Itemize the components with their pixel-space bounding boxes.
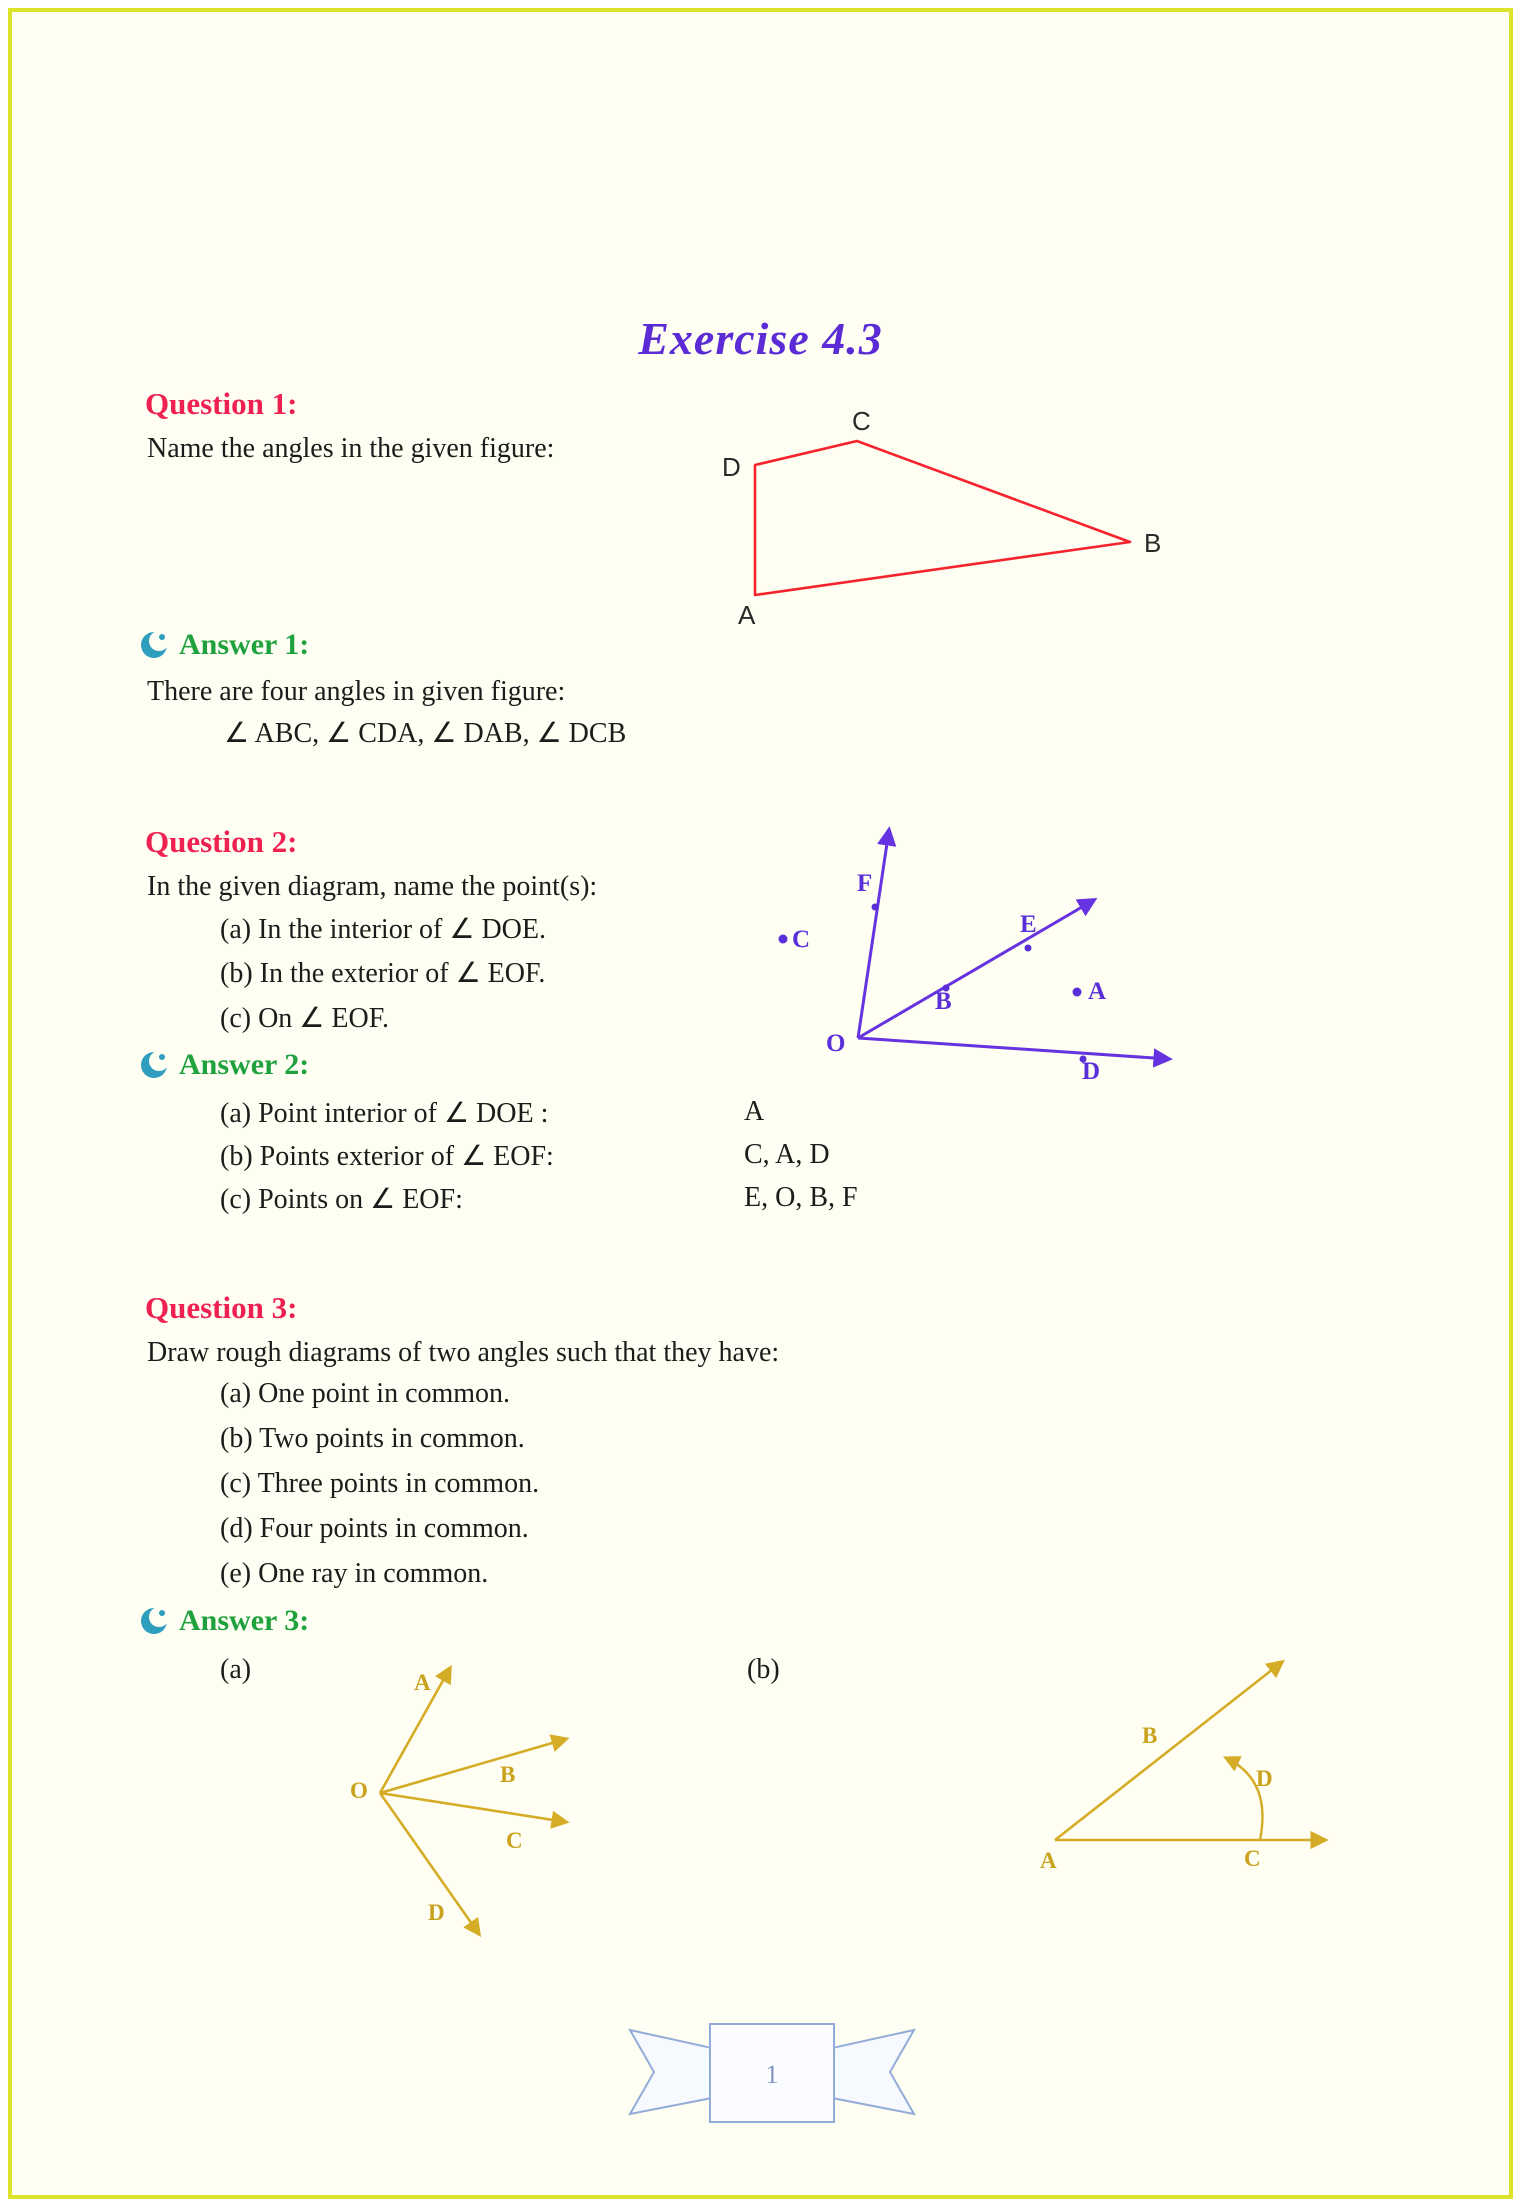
ray-OE (858, 900, 1094, 1038)
fig1-label-C: C (852, 406, 871, 436)
point-A-dot (1073, 988, 1082, 997)
answer-3-heading-row (140, 1604, 309, 1638)
answer-1-line2: ∠ ABC, ∠ CDA, ∠ DAB, ∠ DCB (224, 718, 627, 749)
answer-1-line1: There are four angles in given figure: (147, 676, 566, 707)
answer-3-sub-b: (b) (747, 1654, 780, 1685)
fig3b-label-C: C (1244, 1846, 1261, 1871)
fig2-label-A: A (1088, 978, 1107, 1005)
answer-2-row-c-value: E, O, B, F (744, 1182, 858, 1213)
ray-OB (380, 1739, 566, 1793)
answer-1-heading-row (140, 628, 309, 662)
answer-logo-icon (140, 630, 170, 660)
figure-3b-angle (1032, 1642, 1352, 1862)
fig3b-label-B: B (1142, 1723, 1158, 1748)
question-2-body: In the given diagram, name the point(s): (147, 871, 598, 902)
ray-OF (858, 830, 889, 1038)
answer-2-row-c-label: (c) Points on ∠ EOF: (220, 1184, 463, 1215)
question-3-item-c: (c) Three points in common. (220, 1468, 540, 1499)
question-3-item-a: (a) One point in common. (220, 1378, 511, 1409)
ray-AB (1055, 1662, 1282, 1840)
answer-logo-icon (140, 1050, 170, 1080)
ribbon-left-flag (630, 2030, 712, 2114)
question-3-item-e: (e) One ray in common. (220, 1558, 489, 1589)
fig3a-label-D: D (428, 1900, 445, 1925)
question-2-item-c: (c) On ∠ EOF. (220, 1003, 390, 1034)
point-E-dot (1025, 945, 1032, 952)
fig3a-label-O: O (350, 1778, 368, 1803)
question-1-heading: Question 1: (145, 386, 298, 421)
fig3a-label-B: B (500, 1762, 516, 1787)
answer-2-heading: Answer 2: (179, 1048, 310, 1081)
figure-1-quadrilateral (712, 412, 1192, 652)
question-3-item-b: (b) Two points in common. (220, 1423, 525, 1454)
ray-OC (380, 1793, 566, 1822)
fig2-label-D: D (1082, 1058, 1101, 1085)
fig1-label-A: A (738, 600, 756, 630)
fig1-label-D: D (722, 452, 741, 482)
question-3-heading: Question 3: (145, 1290, 298, 1325)
figure-3a-rays (332, 1640, 622, 1970)
fig2-label-O: O (826, 1030, 846, 1057)
fig2-label-C: C (792, 926, 811, 953)
page-number-ribbon (622, 2010, 922, 2135)
question-3-body: Draw rough diagrams of two angles such that they have: (147, 1337, 780, 1368)
question-1-body: Name the angles in the given figure: (147, 433, 555, 464)
answer-3-sub-a: (a) (220, 1654, 252, 1685)
fig2-label-E: E (1020, 911, 1037, 938)
fig3a-label-A: A (414, 1670, 431, 1695)
answer-2-heading-row (140, 1048, 309, 1082)
page-title: Exercise 4.3 (638, 313, 883, 364)
question-2-item-b: (b) In the exterior of ∠ EOF. (220, 958, 546, 989)
question-3-item-d: (d) Four points in common. (220, 1513, 529, 1544)
fig3b-label-A: A (1040, 1848, 1057, 1873)
quadrilateral-outline (755, 441, 1130, 595)
worksheet-page (8, 8, 1513, 2199)
answer-2-row-a-label: (a) Point interior of ∠ DOE : (220, 1098, 549, 1129)
fig2-label-B: B (935, 988, 952, 1015)
page-number: 1 (765, 2060, 779, 2089)
question-2-item-a: (a) In the interior of ∠ DOE. (220, 914, 546, 945)
answer-2-row-a-value: A (744, 1096, 765, 1127)
ribbon-right-flag (832, 2030, 914, 2114)
fig1-label-B: B (1144, 528, 1162, 558)
fig3a-label-C: C (506, 1828, 523, 1853)
question-2-heading: Question 2: (145, 824, 298, 859)
point-C-dot (779, 935, 788, 944)
answer-1-heading: Answer 1: (179, 628, 310, 661)
answer-2-row-b-value: C, A, D (744, 1139, 830, 1170)
answer-3-heading: Answer 3: (179, 1604, 310, 1637)
fig3b-label-D: D (1256, 1766, 1273, 1791)
fig2-label-F: F (857, 870, 873, 897)
answer-logo-icon (140, 1606, 170, 1636)
ray-OD (858, 1038, 1169, 1059)
answer-2-row-b-label: (b) Points exterior of ∠ EOF: (220, 1141, 554, 1172)
point-F-dot (872, 904, 879, 911)
